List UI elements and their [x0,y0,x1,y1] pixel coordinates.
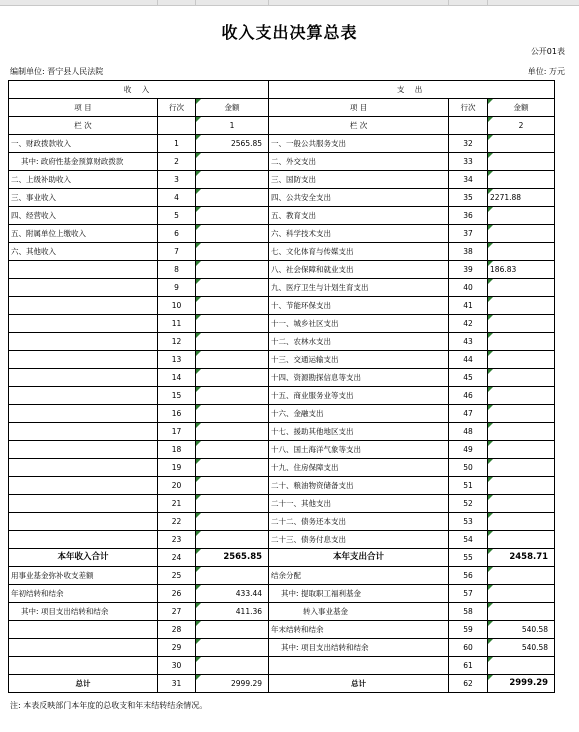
expense-item-label: 六、科学技术支出 [269,225,449,243]
income-amount [196,333,269,351]
income-amount [196,297,269,315]
income-item-label [9,639,158,657]
table-row [9,189,555,207]
expense-row-number: 37 [449,225,488,243]
income-row-number: 22 [158,513,196,531]
expense-total-rowno: 55 [449,549,488,567]
income-amount [196,243,269,261]
income-column-blank [158,117,196,135]
income-amount [196,405,269,423]
income-item-label: 三、事业收入 [9,189,158,207]
expense-amount [488,171,555,189]
table-row [9,423,555,441]
income-amount [196,207,269,225]
expense-row-number: 32 [449,135,488,153]
expense-item-label: 其中: 项目支出结转和结余 [269,639,449,657]
table-row [9,513,555,531]
currency-unit: 单位: 万元 [527,67,565,76]
table-row [9,351,555,369]
expense-amount [488,279,555,297]
expense-row-number: 48 [449,423,488,441]
income-total-rowno: 24 [158,549,196,567]
expense-row-number: 50 [449,459,488,477]
expense-item-label: 七、文化体育与传媒支出 [269,243,449,261]
income-row-number: 14 [158,369,196,387]
income-item-label [9,369,158,387]
income-amount [196,315,269,333]
reporting-unit: 编制单位: 晋宁县人民法院 [10,67,104,76]
table-row [9,567,555,585]
expense-amount [488,441,555,459]
expense-item-header: 项 目 [269,99,449,117]
income-amount [196,225,269,243]
income-row-number: 9 [158,279,196,297]
table-row [9,171,555,189]
income-row-number: 28 [158,621,196,639]
table-row [9,495,555,513]
income-item-header: 项 目 [9,99,158,117]
income-amount [196,369,269,387]
income-amount: 411.36 [196,603,269,621]
table-row [9,387,555,405]
income-amount [196,477,269,495]
income-amount [196,639,269,657]
expense-item-label: 二、外交支出 [269,153,449,171]
income-row-number: 12 [158,333,196,351]
income-item-label: 年初结转和结余 [9,585,158,603]
expense-amount-header: 金额 [488,99,555,117]
expense-item-label: 二十三、债务付息支出 [269,531,449,549]
expense-row-number: 36 [449,207,488,225]
income-row-number: 29 [158,639,196,657]
table-row [9,657,555,675]
income-row-number: 19 [158,459,196,477]
expense-row-number: 42 [449,315,488,333]
expense-amount [488,459,555,477]
expense-total-amount: 2458.71 [488,549,555,567]
expense-row-number: 45 [449,369,488,387]
income-row-number: 20 [158,477,196,495]
expense-amount [488,207,555,225]
income-row-number: 10 [158,297,196,315]
expense-item-label: 年末结转和结余 [269,621,449,639]
table-row [9,279,555,297]
table-row [9,135,555,153]
expense-amount: 540.58 [488,639,555,657]
expense-row-number: 34 [449,171,488,189]
expense-amount [488,135,555,153]
column-index-row [9,117,555,135]
table-row [9,531,555,549]
expense-amount [488,387,555,405]
income-amount [196,513,269,531]
expense-column-number: 2 [488,117,555,135]
income-row-number: 15 [158,387,196,405]
expense-item-label: 十三、交通运输支出 [269,351,449,369]
expense-amount [488,315,555,333]
table-row [9,297,555,315]
expense-amount [488,513,555,531]
table-row [9,405,555,423]
income-row-number: 13 [158,351,196,369]
table-row [9,333,555,351]
expense-row-number: 43 [449,333,488,351]
expense-column-blank [449,117,488,135]
income-item-label: 二、上级补助收入 [9,171,158,189]
expense-item-label: 五、教育支出 [269,207,449,225]
income-item-label [9,459,158,477]
expense-item-label: 十九、住房保障支出 [269,459,449,477]
income-row-number: 4 [158,189,196,207]
income-amount [196,423,269,441]
income-item-label [9,405,158,423]
form-code: 公开01表 [530,47,565,56]
expense-row-number: 40 [449,279,488,297]
income-amount [196,387,269,405]
expense-item-label: 十二、农林水支出 [269,333,449,351]
expense-row-number: 51 [449,477,488,495]
income-amount [196,351,269,369]
annual-total-row [9,549,555,567]
expense-amount: 2271.88 [488,189,555,207]
income-item-label [9,423,158,441]
grand-total-right-label: 总计 [269,675,449,693]
table-row [9,153,555,171]
income-item-label [9,387,158,405]
table-row [9,261,555,279]
expense-item-label: 十八、国土海洋气象等支出 [269,441,449,459]
table-row [9,369,555,387]
expense-amount: 540.58 [488,621,555,639]
expense-amount [488,567,555,585]
expense-item-label: 十六、金融支出 [269,405,449,423]
expense-row-number: 60 [449,639,488,657]
expense-item-label: 三、国防支出 [269,171,449,189]
expense-section-header: 支 出 [269,81,555,99]
expense-amount [488,405,555,423]
expense-row-number: 56 [449,567,488,585]
footnote: 注: 本表反映部门本年度的总收支和年末结转结余情况。 [10,701,208,710]
expense-item-label: 二十二、债务还本支出 [269,513,449,531]
table-row [9,243,555,261]
table-row [9,603,555,621]
expense-amount [488,333,555,351]
table-row [9,459,555,477]
expense-item-label: 十四、资源勘探信息等支出 [269,369,449,387]
expense-item-label: 四、公共安全支出 [269,189,449,207]
grand-total-right-amount: 2999.29 [488,675,555,693]
income-amount [196,621,269,639]
income-item-label [9,495,158,513]
income-item-label [9,315,158,333]
expense-item-label: 十七、援助其他地区支出 [269,423,449,441]
column-header-row [9,99,555,117]
expense-row-number: 44 [449,351,488,369]
expense-row-number: 61 [449,657,488,675]
income-item-label [9,621,158,639]
income-item-label: 五、附属单位上缴收入 [9,225,158,243]
expense-item-label: 一、一般公共服务支出 [269,135,449,153]
income-column-number: 1 [196,117,269,135]
income-section-header: 收 入 [9,81,269,99]
income-amount [196,171,269,189]
expense-amount [488,153,555,171]
expense-amount [488,603,555,621]
page-title: 收入支出决算总表 [221,23,358,42]
table-row [9,477,555,495]
income-item-label [9,279,158,297]
income-total-label: 本年收入合计 [9,549,158,567]
expense-row-number: 46 [449,387,488,405]
table-row [9,207,555,225]
table-row [9,639,555,657]
expense-rowno-header: 行次 [449,99,488,117]
income-row-number: 5 [158,207,196,225]
income-column-label: 栏 次 [9,117,158,135]
income-amount [196,657,269,675]
expense-item-label: 十、节能环保支出 [269,297,449,315]
income-row-number: 16 [158,405,196,423]
income-amount [196,441,269,459]
income-row-number: 23 [158,531,196,549]
expense-row-number: 49 [449,441,488,459]
expense-column-label: 栏 次 [269,117,449,135]
expense-amount [488,243,555,261]
income-amount: 2565.85 [196,135,269,153]
expense-row-number: 59 [449,621,488,639]
expense-row-number: 53 [449,513,488,531]
income-amount-header: 金额 [196,99,269,117]
income-item-label [9,477,158,495]
grand-total-left-rowno: 31 [158,675,196,693]
expense-amount [488,297,555,315]
expense-item-label: 十五、商业服务业等支出 [269,387,449,405]
expense-amount: 186.83 [488,261,555,279]
income-item-label [9,657,158,675]
income-row-number: 3 [158,171,196,189]
expense-amount [488,531,555,549]
income-row-number: 2 [158,153,196,171]
expense-item-label: 二十一、其他支出 [269,495,449,513]
income-amount: 433.44 [196,585,269,603]
expense-amount [488,657,555,675]
income-amount [196,567,269,585]
income-item-label: 其中: 项目支出结转和结余 [9,603,158,621]
income-amount [196,279,269,297]
section-header-row [9,81,555,99]
income-amount [196,531,269,549]
income-row-number: 11 [158,315,196,333]
table-row [9,315,555,333]
expense-total-label: 本年支出合计 [269,549,449,567]
expense-amount [488,495,555,513]
income-item-label [9,297,158,315]
income-item-label [9,531,158,549]
income-row-number: 27 [158,603,196,621]
expense-item-label: 转入事业基金 [269,603,449,621]
expense-row-number: 39 [449,261,488,279]
expense-row-number: 52 [449,495,488,513]
income-item-label: 六、其他收入 [9,243,158,261]
expense-row-number: 54 [449,531,488,549]
income-row-number: 17 [158,423,196,441]
table-row [9,441,555,459]
grand-total-left-label: 总计 [9,675,158,693]
income-row-number: 7 [158,243,196,261]
income-row-number: 6 [158,225,196,243]
expense-item-label: 结余分配 [269,567,449,585]
income-amount [196,459,269,477]
income-item-label: 其中: 政府性基金预算财政拨款 [9,153,158,171]
income-row-number: 25 [158,567,196,585]
table-row [9,585,555,603]
expense-row-number: 33 [449,153,488,171]
spreadsheet-column-header [0,0,579,6]
expense-item-label: 其中: 提取职工福利基金 [269,585,449,603]
expense-amount [488,477,555,495]
expense-row-number: 35 [449,189,488,207]
expense-row-number: 58 [449,603,488,621]
budget-table [8,80,555,693]
income-row-number: 18 [158,441,196,459]
grand-total-right-rowno: 62 [449,675,488,693]
expense-amount [488,225,555,243]
income-row-number: 21 [158,495,196,513]
expense-item-label: 十一、城乡社区支出 [269,315,449,333]
income-amount [196,495,269,513]
grand-total-left-amount: 2999.29 [196,675,269,693]
income-item-label [9,441,158,459]
income-item-label [9,333,158,351]
expense-row-number: 41 [449,297,488,315]
expense-item-label: 九、医疗卫生与计划生育支出 [269,279,449,297]
income-item-label: 四、经营收入 [9,207,158,225]
expense-amount [488,423,555,441]
expense-item-label [269,657,449,675]
income-item-label: 用事业基金弥补收支差额 [9,567,158,585]
income-amount [196,261,269,279]
table-row [9,225,555,243]
income-item-label [9,261,158,279]
income-item-label [9,513,158,531]
income-item-label [9,351,158,369]
income-total-amount: 2565.85 [196,549,269,567]
expense-item-label: 八、社会保障和就业支出 [269,261,449,279]
income-amount [196,189,269,207]
expense-item-label: 二十、粮油物资储备支出 [269,477,449,495]
income-row-number: 30 [158,657,196,675]
expense-row-number: 57 [449,585,488,603]
expense-amount [488,369,555,387]
expense-row-number: 47 [449,405,488,423]
income-row-number: 1 [158,135,196,153]
grand-total-row [9,675,555,693]
expense-row-number: 38 [449,243,488,261]
table-row [9,621,555,639]
expense-amount [488,585,555,603]
expense-amount [488,351,555,369]
income-row-number: 8 [158,261,196,279]
income-item-label: 一、财政拨款收入 [9,135,158,153]
income-amount [196,153,269,171]
income-rowno-header: 行次 [158,99,196,117]
income-row-number: 26 [158,585,196,603]
